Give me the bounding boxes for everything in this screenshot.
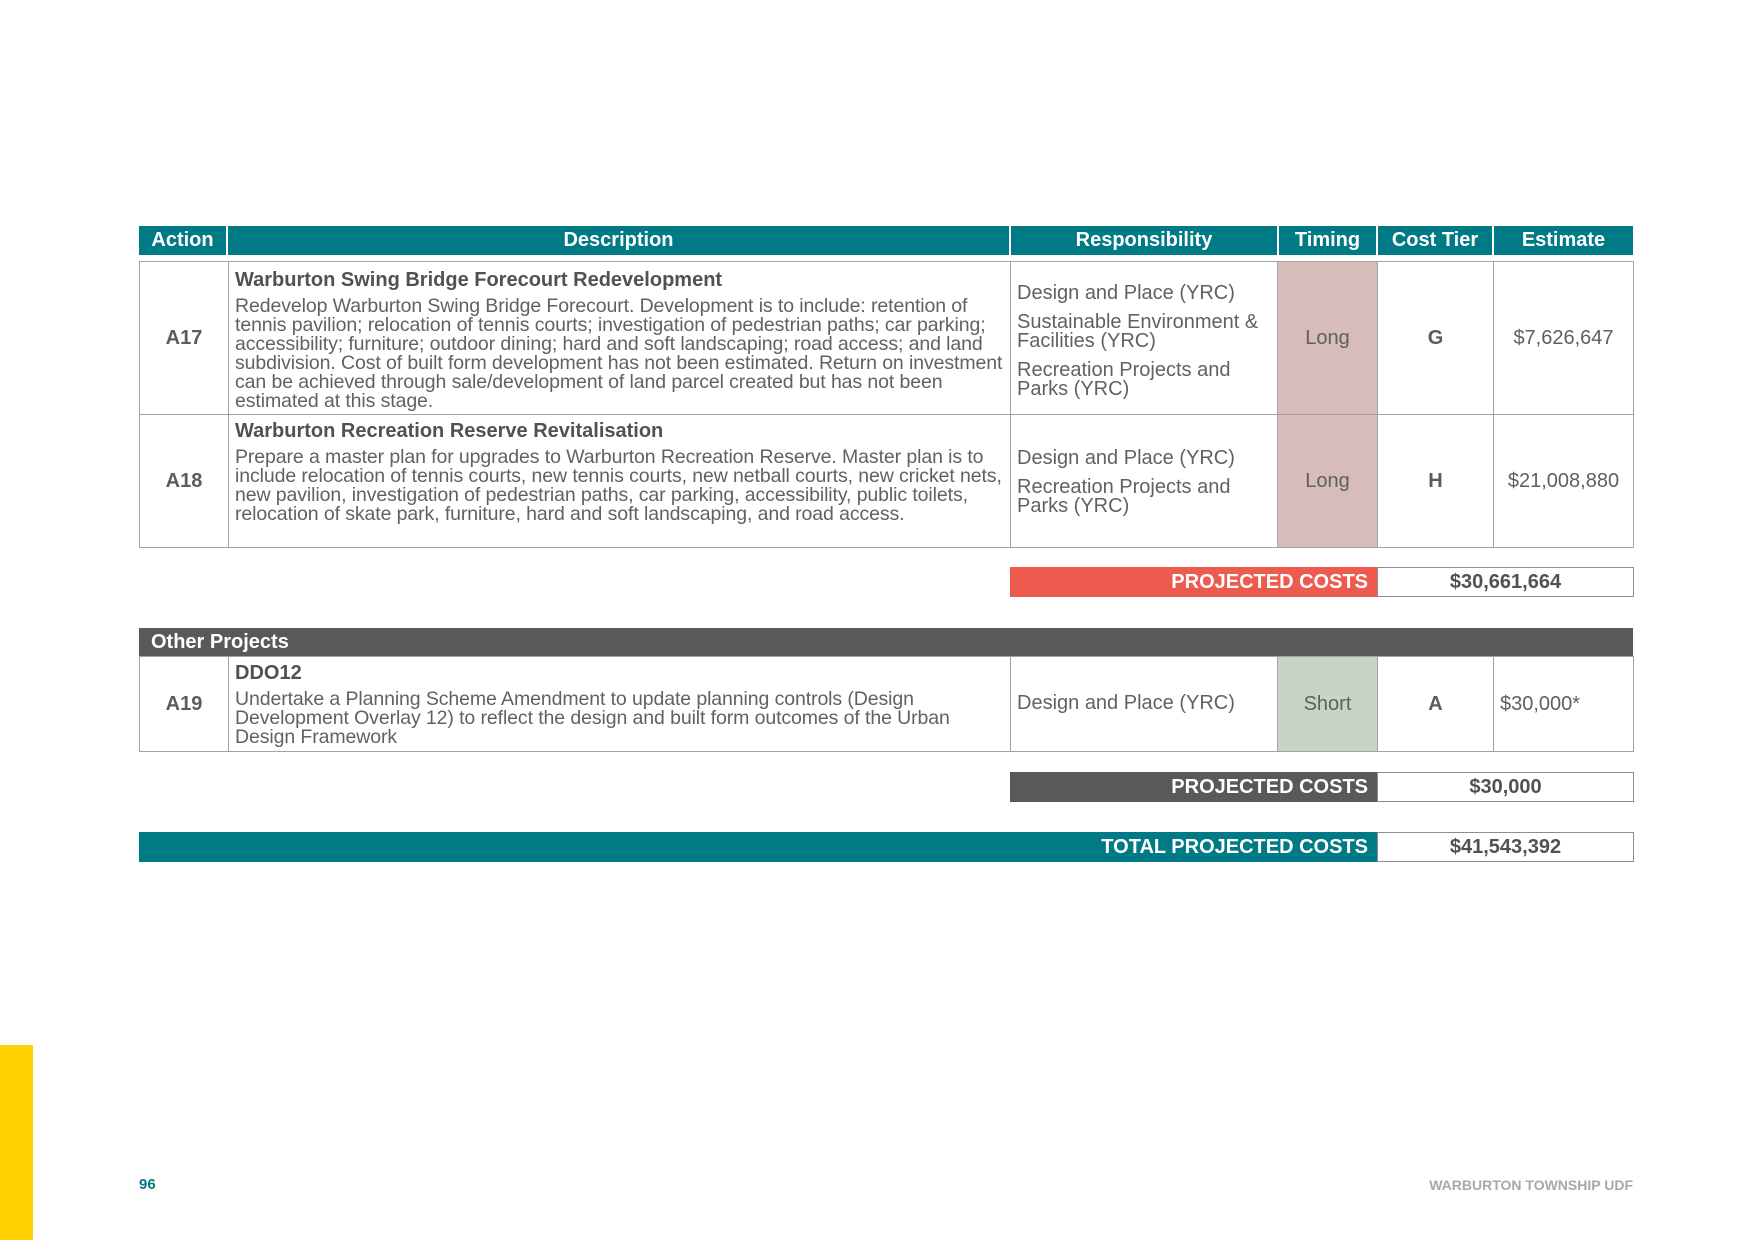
header-description: Description	[228, 226, 1009, 255]
action-id: A17	[165, 326, 203, 349]
project-title: Warburton Swing Bridge Forecourt Redevelopment	[235, 269, 723, 291]
estimate-cell	[1493, 414, 1634, 548]
project-description: Undertake a Planning Scheme Amendment to update planning controls (Design Development Overlay 12) to reflect the design and built form outcomes of the Urban Design Framework	[235, 688, 950, 748]
projected-costs-value: $30,661,664	[1377, 567, 1634, 597]
estimate-value: $30,000*	[1500, 692, 1581, 715]
responsibility-item: Design and Place (YRC)	[1017, 447, 1235, 469]
timing-value: Short	[1303, 692, 1352, 715]
action-cell	[139, 414, 229, 548]
action-cell	[139, 261, 229, 415]
total-projected-costs-value: $41,543,392	[1377, 832, 1634, 862]
header-estimate: Estimate	[1494, 226, 1633, 255]
timing-value: Long	[1305, 469, 1350, 492]
responsibility-item: Recreation Projects and Parks (YRC)	[1017, 476, 1231, 517]
timing-cell	[1277, 261, 1378, 415]
responsibility-cell	[1010, 414, 1278, 548]
cost-tier-value: A	[1428, 692, 1443, 715]
cost-tier-cell	[1377, 261, 1494, 415]
estimate-value: $21,008,880	[1507, 469, 1620, 492]
cost-tier-cell	[1377, 656, 1494, 752]
yellow-tab	[0, 1045, 33, 1240]
header-cost-tier: Cost Tier	[1378, 226, 1492, 255]
responsibility-item: Sustainable Environment & Facilities (YRC)	[1017, 311, 1259, 352]
responsibility-item: Design and Place (YRC)	[1017, 282, 1235, 304]
header-responsibility: Responsibility	[1011, 226, 1277, 255]
estimate-cell	[1493, 656, 1634, 752]
total-projected-costs-label: TOTAL PROJECTED COSTS	[139, 832, 1378, 862]
project-title: DDO12	[235, 662, 302, 684]
responsibility-item: Recreation Projects and Parks (YRC)	[1017, 359, 1231, 400]
action-id: A18	[165, 469, 203, 492]
project-description: Prepare a master plan for upgrades to Warburton Recreation Reserve. Master plan is to include relocation of tennis courts, new tennis courts, new netball courts, new cricket nets, new pavilion, investigation of pedestrian paths, car parking, accessibility, public toilets, relocation of skate park, furniture, hard and soft landscaping, and road access.	[235, 446, 1002, 525]
projected-costs-value: $30,000	[1377, 772, 1634, 802]
action-cell	[139, 656, 229, 752]
estimate-cell	[1493, 261, 1634, 415]
page-number: 96	[139, 1176, 156, 1193]
cost-tier-value: H	[1428, 469, 1443, 492]
project-description: Redevelop Warburton Swing Bridge Forecourt. Development is to include: retention of tennis pavilion; relocation of tennis courts; investigation of pedestrian paths; car parking; accessibility; furniture; outdoor dining; hard and soft landscaping; road access; and land subdivision. Cost of built form development has not been estimated. Return on investment can be achieved through sale/development of land parcel created but has not been estimated at this stage.	[235, 295, 1003, 412]
cost-tier-cell	[1377, 414, 1494, 548]
estimate-value: $7,626,647	[1513, 326, 1614, 349]
document-title: WARBURTON TOWNSHIP UDF	[1429, 1177, 1633, 1193]
header-action: Action	[139, 226, 226, 255]
cost-tier-value: G	[1427, 326, 1444, 349]
projected-costs-label: PROJECTED COSTS	[1010, 772, 1378, 802]
description-cell	[228, 656, 1011, 752]
timing-value: Long	[1305, 326, 1350, 349]
projected-costs-label: PROJECTED COSTS	[1010, 567, 1378, 597]
project-title: Warburton Recreation Reserve Revitalisation	[235, 420, 664, 442]
section-heading: Other Projects	[139, 628, 1633, 657]
description-cell	[228, 261, 1011, 415]
responsibility-cell	[1010, 261, 1278, 415]
timing-cell	[1277, 414, 1378, 548]
header-timing: Timing	[1279, 226, 1376, 255]
timing-cell	[1277, 656, 1378, 752]
responsibility-cell	[1010, 656, 1278, 752]
action-id: A19	[165, 692, 203, 715]
description-cell	[228, 414, 1011, 548]
responsibility-item: Design and Place (YRC)	[1017, 692, 1235, 714]
